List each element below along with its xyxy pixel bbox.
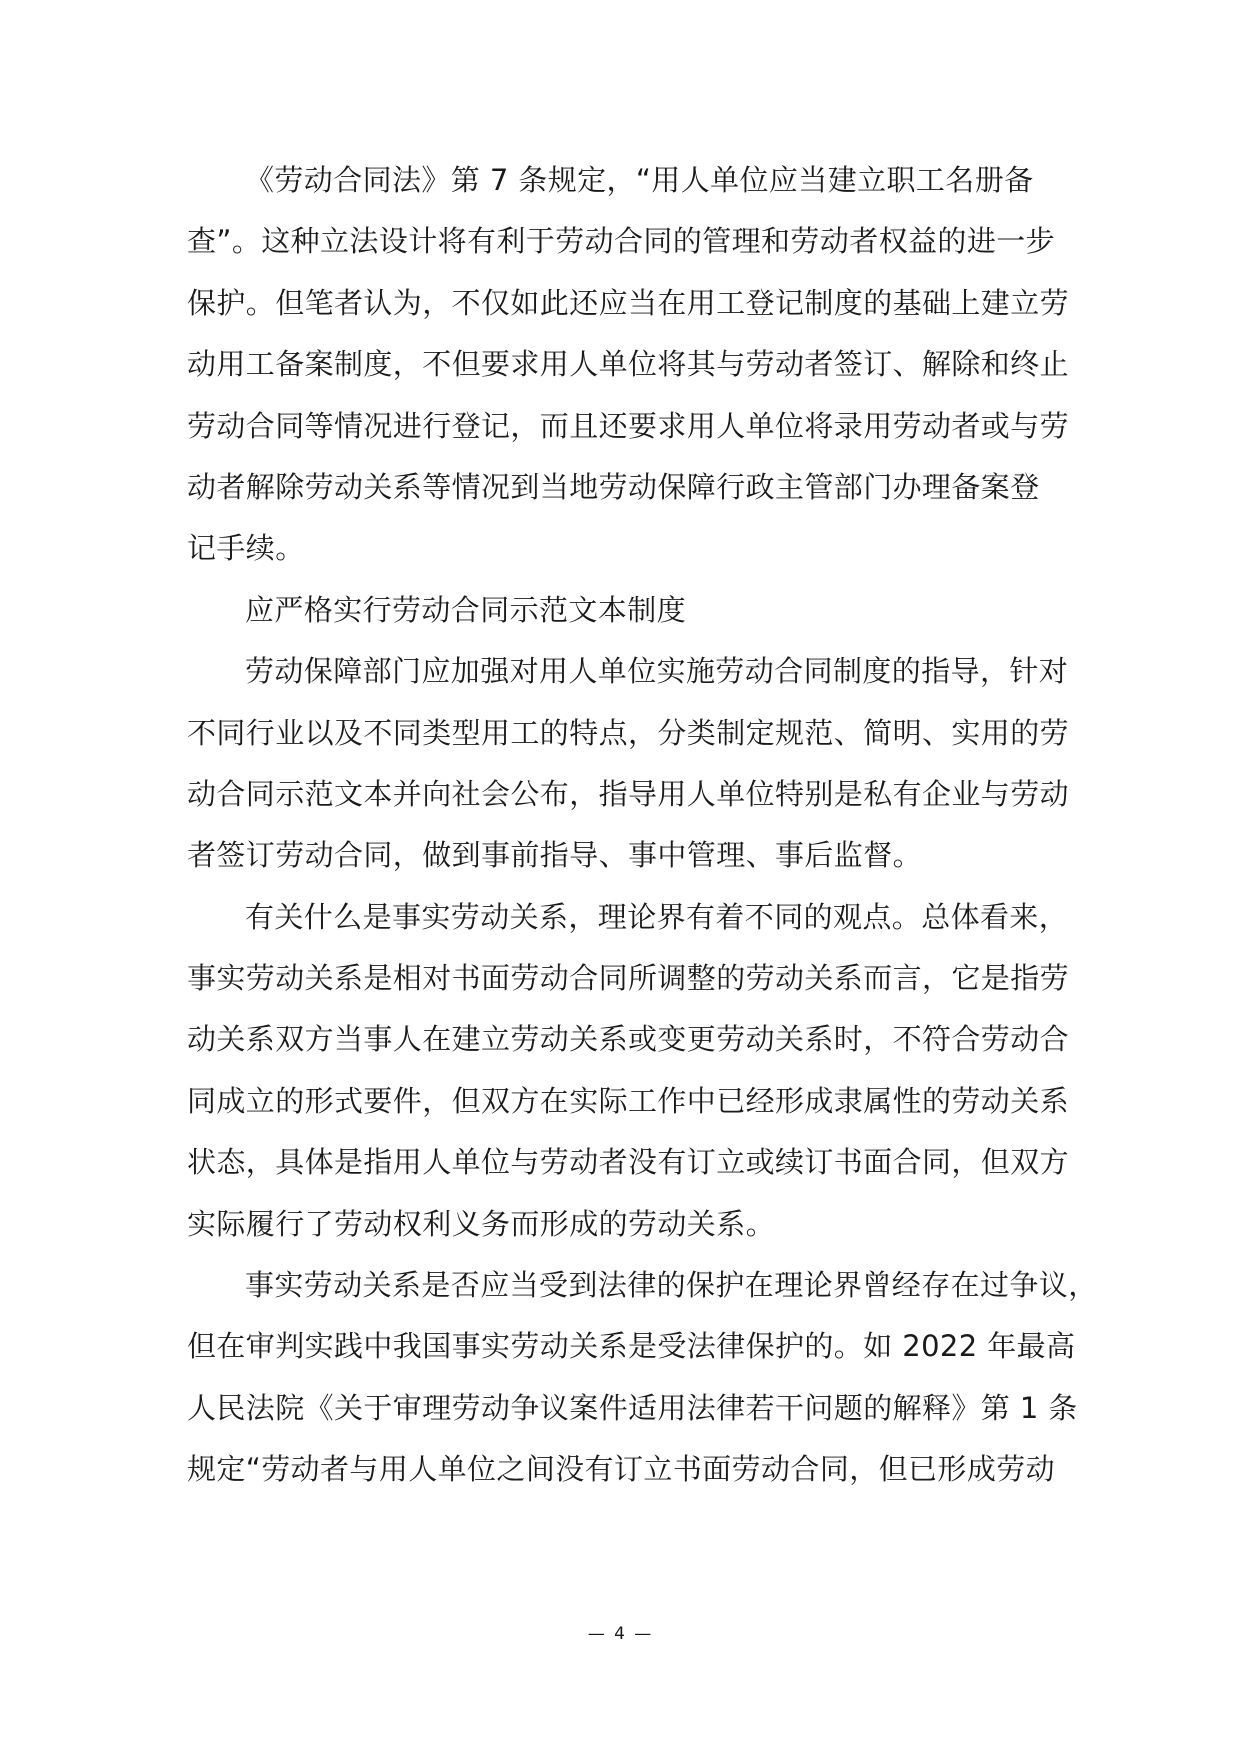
text-line: 记手续。 [187, 531, 305, 566]
paragraph-model-text [187, 641, 1070, 887]
paragraph-heading-model-text [187, 580, 1067, 641]
paragraph-legal-protection [187, 1255, 1098, 1501]
text-line: 事实劳动关系是否应当受到法律的保护在理论界曾经存在过争议， [245, 1268, 1098, 1303]
text-line: 者签订劳动合同，做到事前指导、事中管理、事后监督。 [187, 838, 923, 873]
text-line: 但在审判实践中我国事实劳动关系是受法律保护的。如 2022 年最高 [187, 1329, 1076, 1364]
text-line: 有关什么是事实劳动关系，理论界有着不同的观点。总体看来， [245, 899, 1069, 934]
text-line: 状态，具体是指用人单位与劳动者没有订立或续订书面合同，但双方 [187, 1145, 1070, 1180]
text-line: 同成立的形式要件，但双方在实际工作中已经形成隶属性的劳动关系 [187, 1083, 1070, 1118]
text-line: 动合同示范文本并向社会公布，指导用人单位特别是私有企业与劳动 [187, 776, 1070, 811]
text-line: 动者解除劳动关系等情况到当地劳动保障行政主管部门办理备案登 [187, 469, 1040, 504]
text-line: 动用工备案制度，不但要求用人单位将其与劳动者签订、解除和终止 [187, 347, 1070, 382]
text-line: 动关系双方当事人在建立劳动关系或变更劳动关系时，不符合劳动合 [187, 1022, 1070, 1057]
text-line: 保护。但笔者认为，不仅如此还应当在用工登记制度的基础上建立劳 [187, 285, 1070, 320]
text-line: 不同行业以及不同类型用工的特点，分类制定规范、简明、实用的劳 [187, 715, 1070, 750]
text-line: 实际履行了劳动权利义务而形成的劳动关系。 [187, 1206, 776, 1241]
paragraph-de-facto-definition [187, 887, 1070, 1255]
text-line: 事实劳动关系是相对书面劳动合同所调整的劳动关系而言，它是指劳 [187, 961, 1070, 996]
text-line: 劳动合同等情况进行登记，而且还要求用人单位将录用劳动者或与劳 [187, 408, 1070, 443]
text-line: 规定“劳动者与用人单位之间没有订立书面劳动合同，但已形成劳动 [187, 1452, 1056, 1487]
text-line: 应严格实行劳动合同示范文本制度 [245, 592, 687, 627]
body-text [187, 150, 1098, 1501]
paragraph-registration [187, 150, 1070, 580]
page-number: — 4 — [587, 1624, 654, 1644]
text-line: 劳动保障部门应加强对用人单位实施劳动合同制度的指导，针对 [245, 654, 1069, 689]
text-line: 人民法院《关于审理劳动争议案件适用法律若干问题的解释》第 1 条 [187, 1390, 1078, 1425]
text-line: 《劳动合同法》第 7 条规定，“用人单位应当建立职工名册备 [245, 163, 1034, 197]
text-line: 查”。这种立法设计将有利于劳动合同的管理和劳动者权益的进一步 [187, 224, 1056, 259]
